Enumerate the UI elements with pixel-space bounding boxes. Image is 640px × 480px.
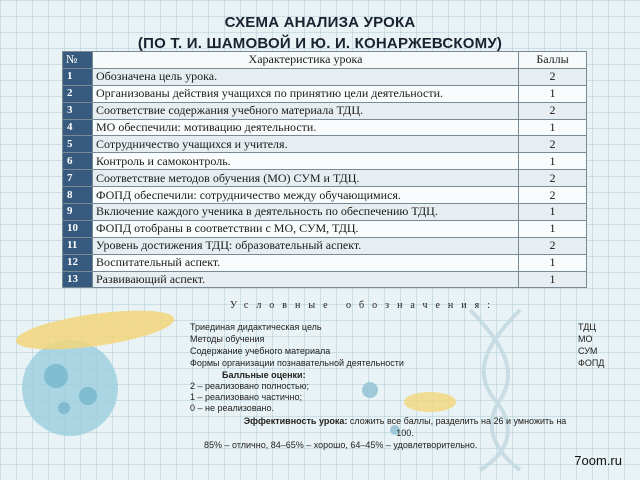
row-text: Соответствие содержания учебного материала ТДЦ. [93, 102, 519, 119]
row-points: 1 [519, 271, 587, 288]
scores-heading: Балльные оценки: [222, 370, 306, 380]
effectiveness-text2: 100. [396, 428, 414, 438]
legend-abbr: ФОПД [578, 358, 605, 368]
legend-term: Формы организации познавательной деятельности [190, 358, 404, 368]
table-row [63, 68, 587, 85]
table-row [63, 237, 587, 254]
effectiveness-text: сложить все баллы, разделить на 26 и умножить на [349, 416, 567, 426]
dna-icon [470, 310, 520, 470]
row-text: Соответствие методов обучения (МО) СУМ и ТДЦ. [93, 170, 519, 187]
row-num: 11 [63, 237, 93, 254]
effectiveness-label: Эффективность урока: [243, 416, 348, 426]
table-row [63, 85, 587, 102]
legend-term: Триединая дидактическая цель [190, 322, 322, 332]
row-text: Включение каждого ученика в деятельность по обеспечению ТДЦ. [93, 204, 519, 221]
legend-term: Содержание учебного материала [190, 346, 331, 356]
row-num: 3 [63, 102, 93, 119]
legend-heading: Условные обозначения: [230, 300, 499, 311]
row-num: 4 [63, 119, 93, 136]
row-points: 2 [519, 170, 587, 187]
lesson-analysis-table [62, 51, 587, 288]
row-num: 6 [63, 153, 93, 170]
row-num: 1 [63, 68, 93, 85]
score-item: 0 – не реализовано. [190, 403, 274, 413]
table-row [63, 187, 587, 204]
effectiveness-line [200, 416, 610, 426]
row-num: 8 [63, 187, 93, 204]
row-num: 9 [63, 204, 93, 221]
row-points: 1 [519, 153, 587, 170]
header-points: Баллы [519, 52, 587, 69]
page-title: СХЕМА АНАЛИЗА УРОКА [224, 14, 416, 31]
row-num: 7 [63, 170, 93, 187]
table-row [63, 204, 587, 221]
table-header-row [63, 52, 587, 69]
row-points: 1 [519, 85, 587, 102]
legend-abbr: СУМ [578, 346, 598, 356]
row-text: ФОПД обеспечили: сотрудничество между обучающимися. [93, 187, 519, 204]
site-credit: 7oom.ru [574, 453, 622, 468]
row-text: Сотрудничество учащихся и учителя. [93, 136, 519, 153]
row-text: Организованы действия учащихся по принятию цели деятельности. [93, 85, 519, 102]
table-row [63, 136, 587, 153]
table-row [63, 254, 587, 271]
virus-icon [22, 340, 118, 436]
legend-abbr: ТДЦ [578, 322, 596, 332]
legend-term: Методы обучения [190, 334, 265, 344]
row-text: Обозначена цель урока. [93, 68, 519, 85]
legend-abbr: МО [578, 334, 593, 344]
row-points: 2 [519, 68, 587, 85]
row-points: 1 [519, 220, 587, 237]
score-item: 2 – реализовано полностью; [190, 381, 309, 391]
row-points: 1 [519, 204, 587, 221]
score-item: 1 – реализовано частично; [190, 392, 303, 402]
effectiveness-grades: 85% – отлично, 84–65% – хорошо, 64–45% – удовлетворительно. [204, 440, 478, 450]
row-text: ФОПД отобраны в соответствии с МО, СУМ, ТДЦ. [93, 220, 519, 237]
row-points: 2 [519, 187, 587, 204]
row-points: 2 [519, 136, 587, 153]
header-num: № [63, 52, 93, 69]
row-num: 2 [63, 85, 93, 102]
row-num: 10 [63, 220, 93, 237]
header-characteristic: Характеристика урока [93, 52, 519, 69]
table-row [63, 220, 587, 237]
row-num: 5 [63, 136, 93, 153]
table-row [63, 170, 587, 187]
row-text: Воспитательный аспект. [93, 254, 519, 271]
table-row [63, 102, 587, 119]
row-num: 13 [63, 271, 93, 288]
table-row [63, 153, 587, 170]
row-text: Уровень достижения ТДЦ: образовательный аспект. [93, 237, 519, 254]
table-row [63, 271, 587, 288]
row-text: МО обеспечили: мотивацию деятельности. [93, 119, 519, 136]
row-points: 2 [519, 237, 587, 254]
page-subtitle: (ПО Т. И. ШАМОВОЙ И Ю. И. КОНАРЖЕВСКОМУ) [137, 35, 503, 52]
row-num: 12 [63, 254, 93, 271]
row-text: Контроль и самоконтроль. [93, 153, 519, 170]
row-points: 1 [519, 254, 587, 271]
row-text: Развивающий аспект. [93, 271, 519, 288]
row-points: 1 [519, 119, 587, 136]
table-row [63, 119, 587, 136]
row-points: 2 [519, 102, 587, 119]
